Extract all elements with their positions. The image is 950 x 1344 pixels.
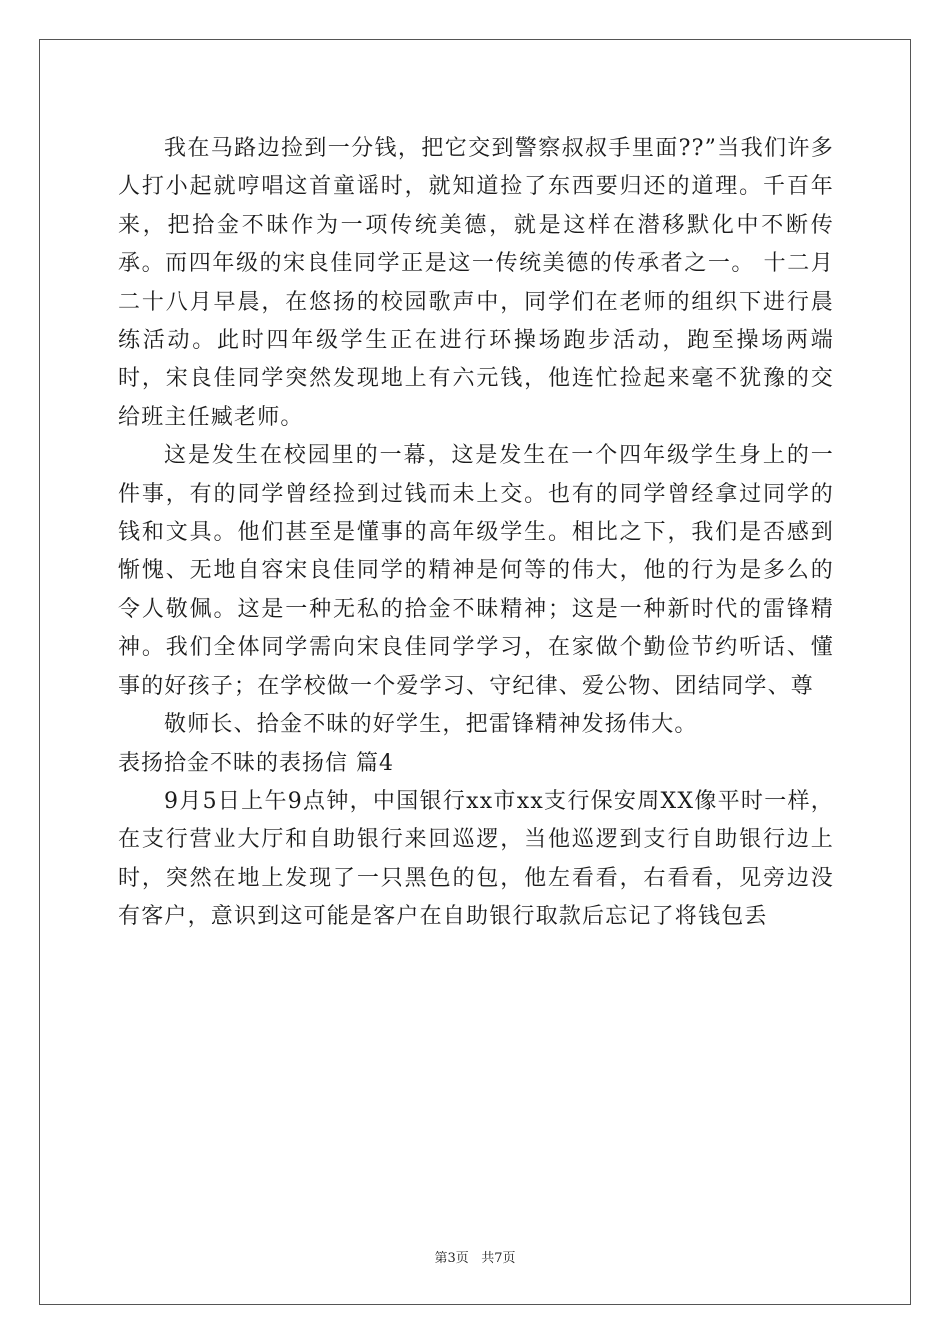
- page-total-prefix: 共: [481, 1251, 495, 1266]
- document-body: [118, 130, 834, 937]
- page-current-prefix: 第: [434, 1251, 448, 1266]
- section-heading: 表扬拾金不昧的表扬信 篇4: [118, 750, 394, 776]
- page-current-number: 3: [447, 1251, 456, 1266]
- page-total-number: 7: [494, 1251, 503, 1266]
- paragraph-3: 敬师长、拾金不昧的好学生，把雷锋精神发扬伟大。: [164, 712, 698, 738]
- page-total-suffix: 页: [502, 1251, 516, 1266]
- paragraph-4: 9月5日上午9点钟，中国银行xx市xx支行保安周XX像平时一样，在支行营业大厅和自助银行来回巡逻，当他巡逻到支行自助银行边上时，突然在地上发现了一只黑色的包，他左看看，右看看，见旁边没有客户，意识到这可能是客户在自助银行取款后忘记了将钱包丢: [118, 788, 834, 930]
- page-footer: [0, 1247, 950, 1266]
- paragraph-2: 这是发生在校园里的一幕，这是发生在一个四年级学生身上的一件事，有的同学曾经捡到过钱而未上交。也有的同学曾经拿过同学的钱和文具。他们甚至是懂事的高年级学生。相比之下，我们是否感到惭愧、无地自容宋良佳同学的精神是何等的伟大，他的行为是多么的令人敬佩。这是一种无私的拾金不昧精神；这是一种新时代的雷锋精神。我们全体同学需向宋良佳同学学习，在家做个勤俭节约听话、懂事的好孩子；在学校做一个爱学习、守纪律、爱公物、团结同学、尊: [118, 443, 834, 699]
- paragraph-1: 我在马路边捡到一分钱，把它交到警察叔叔手里面??”当我们许多人打小起就哼唱这首童谣时，就知道捡了东西要归还的道理。千百年来，把拾金不昧作为一项传统美德，就是这样在潜移默化中不断传承。而四年级的宋良佳同学正是这一传统美德的传承者之一。 十二月二十八月早晨，在悠扬的校园歌声中，同学们在老师的组织下进行晨练活动。此时四年级学生正在进行环操场跑步活动，跑至操场两端时，宋良佳同学突然发现地上有六元钱，他连忙捡起来毫不犹豫的交给班主任臧老师。: [118, 136, 834, 430]
- page-current-suffix: 页: [455, 1251, 469, 1266]
